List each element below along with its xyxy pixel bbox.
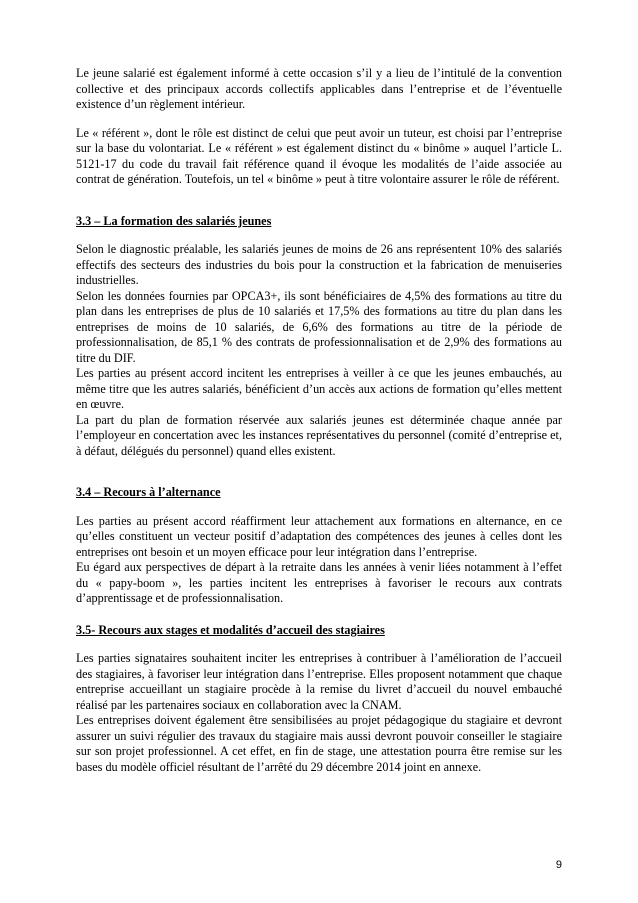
paragraph-intro-1: Le jeune salarié est également informé à cette occasion s’il y a lieu de l’intitulé de la convention collective et des principaux accords collectifs applicables dans l’entreprise et de l’éventuelle existence d’un règlement intérieur.	[76, 66, 562, 111]
paragraph-3-3-1: Selon le diagnostic préalable, les salariés jeunes de moins de 26 ans représentent 10% des salariés effectifs des secteurs des industries du bois pour la construction et la fabrication de menuiseries industrielles.	[76, 242, 562, 287]
paragraph-3-3-4: La part du plan de formation réservée aux salariés jeunes est déterminée chaque année par l’employeur en concertation avec les instances représentatives du personnel (comité d’entreprise et, à défaut, délégués du personnel) quand elles existent.	[76, 412, 562, 458]
section-heading-3-4: 3.4 – Recours à l’alternance	[76, 485, 221, 499]
paragraph-3-4-1: Les parties au présent accord réaffirment leur attachement aux formations en alternance, en ce qu’elles constituent un vecteur positif d’adaptation des compétences des jeunes à celles dont les entreprises ont besoin et un moyen efficace pour leur intégration dans l’entreprise.	[76, 513, 562, 559]
paragraph-3-4-2: Eu égard aux perspectives de départ à la retraite dans les années à venir liées notamment à l’effet du « papy-boom », les parties incitent les entreprises à favoriser le recours aux contrats d’apprentissage et de professionnalisation.	[76, 560, 562, 605]
paragraph-intro-2: Le « référent », dont le rôle est distinct de celui que peut avoir un tuteur, est choisi par l’entreprise sur la base du volontariat. Le « référent » est également distinct du « binôme » auquel l’article L. 5121-17 du code du travail fait référence quand il évoque les modalités de l’aide associée au contrat de génération. Toutefois, un tel « binôme » peut à titre volontaire assurer le rôle de référent.	[76, 125, 562, 186]
paragraph-3-3-2: Selon les données fournies par OPCA3+, ils sont bénéficiaires de 4,5% des formations au titre du plan dans les entreprises de plus de 10 salariés et 17,5% des formations au titre du plan dans les entreprises de moins de 10 salariés, de 6,6% des formations au titre de la période de professionnalisation, de 85,1 % des contrats de professionnalisation et de 2,9% des formations au titre du DIF.	[76, 288, 562, 365]
paragraph-3-5-1: Les parties signataires souhaitent inciter les entreprises à contribuer à l’amélioration de l’accueil des stagiaires, à favoriser leur intégration dans l’entreprise. Elles proposent notamment que chaque entreprise accueillant un stagiaire procède à la remise du livret d’accueil du nouvel embauché réalisé par les partenaires sociaux en collaboration avec la CNAM.	[76, 651, 562, 712]
page-number: 9	[555, 859, 562, 871]
paragraph-3-5-2: Les entreprises doivent également être sensibilisées au projet pédagogique du stagiaire et devront assurer un suivi régulier des travaux du stagiaire mais aussi devront pouvoir conseiller le stagiaire sur son projet professionnel. A cet effet, en fin de stage, une attestation pourra être remise sur les bases du modèle officiel résultant de l’arrêté du 29 décembre 2014 joint en annexe.	[76, 713, 562, 774]
section-heading-3-3: 3.3 – La formation des salariés jeunes	[76, 213, 272, 228]
section-heading-3-5: 3.5- Recours aux stages et modalités d’accueil des stagiaires	[76, 622, 385, 637]
paragraph-3-3-3: Les parties au présent accord incitent les entreprises à veiller à ce que les jeunes embauchés, au même titre que les autres salariés, bénéficient d’un accès aux actions de formation qu’elles mettent en œuvre.	[76, 366, 562, 411]
